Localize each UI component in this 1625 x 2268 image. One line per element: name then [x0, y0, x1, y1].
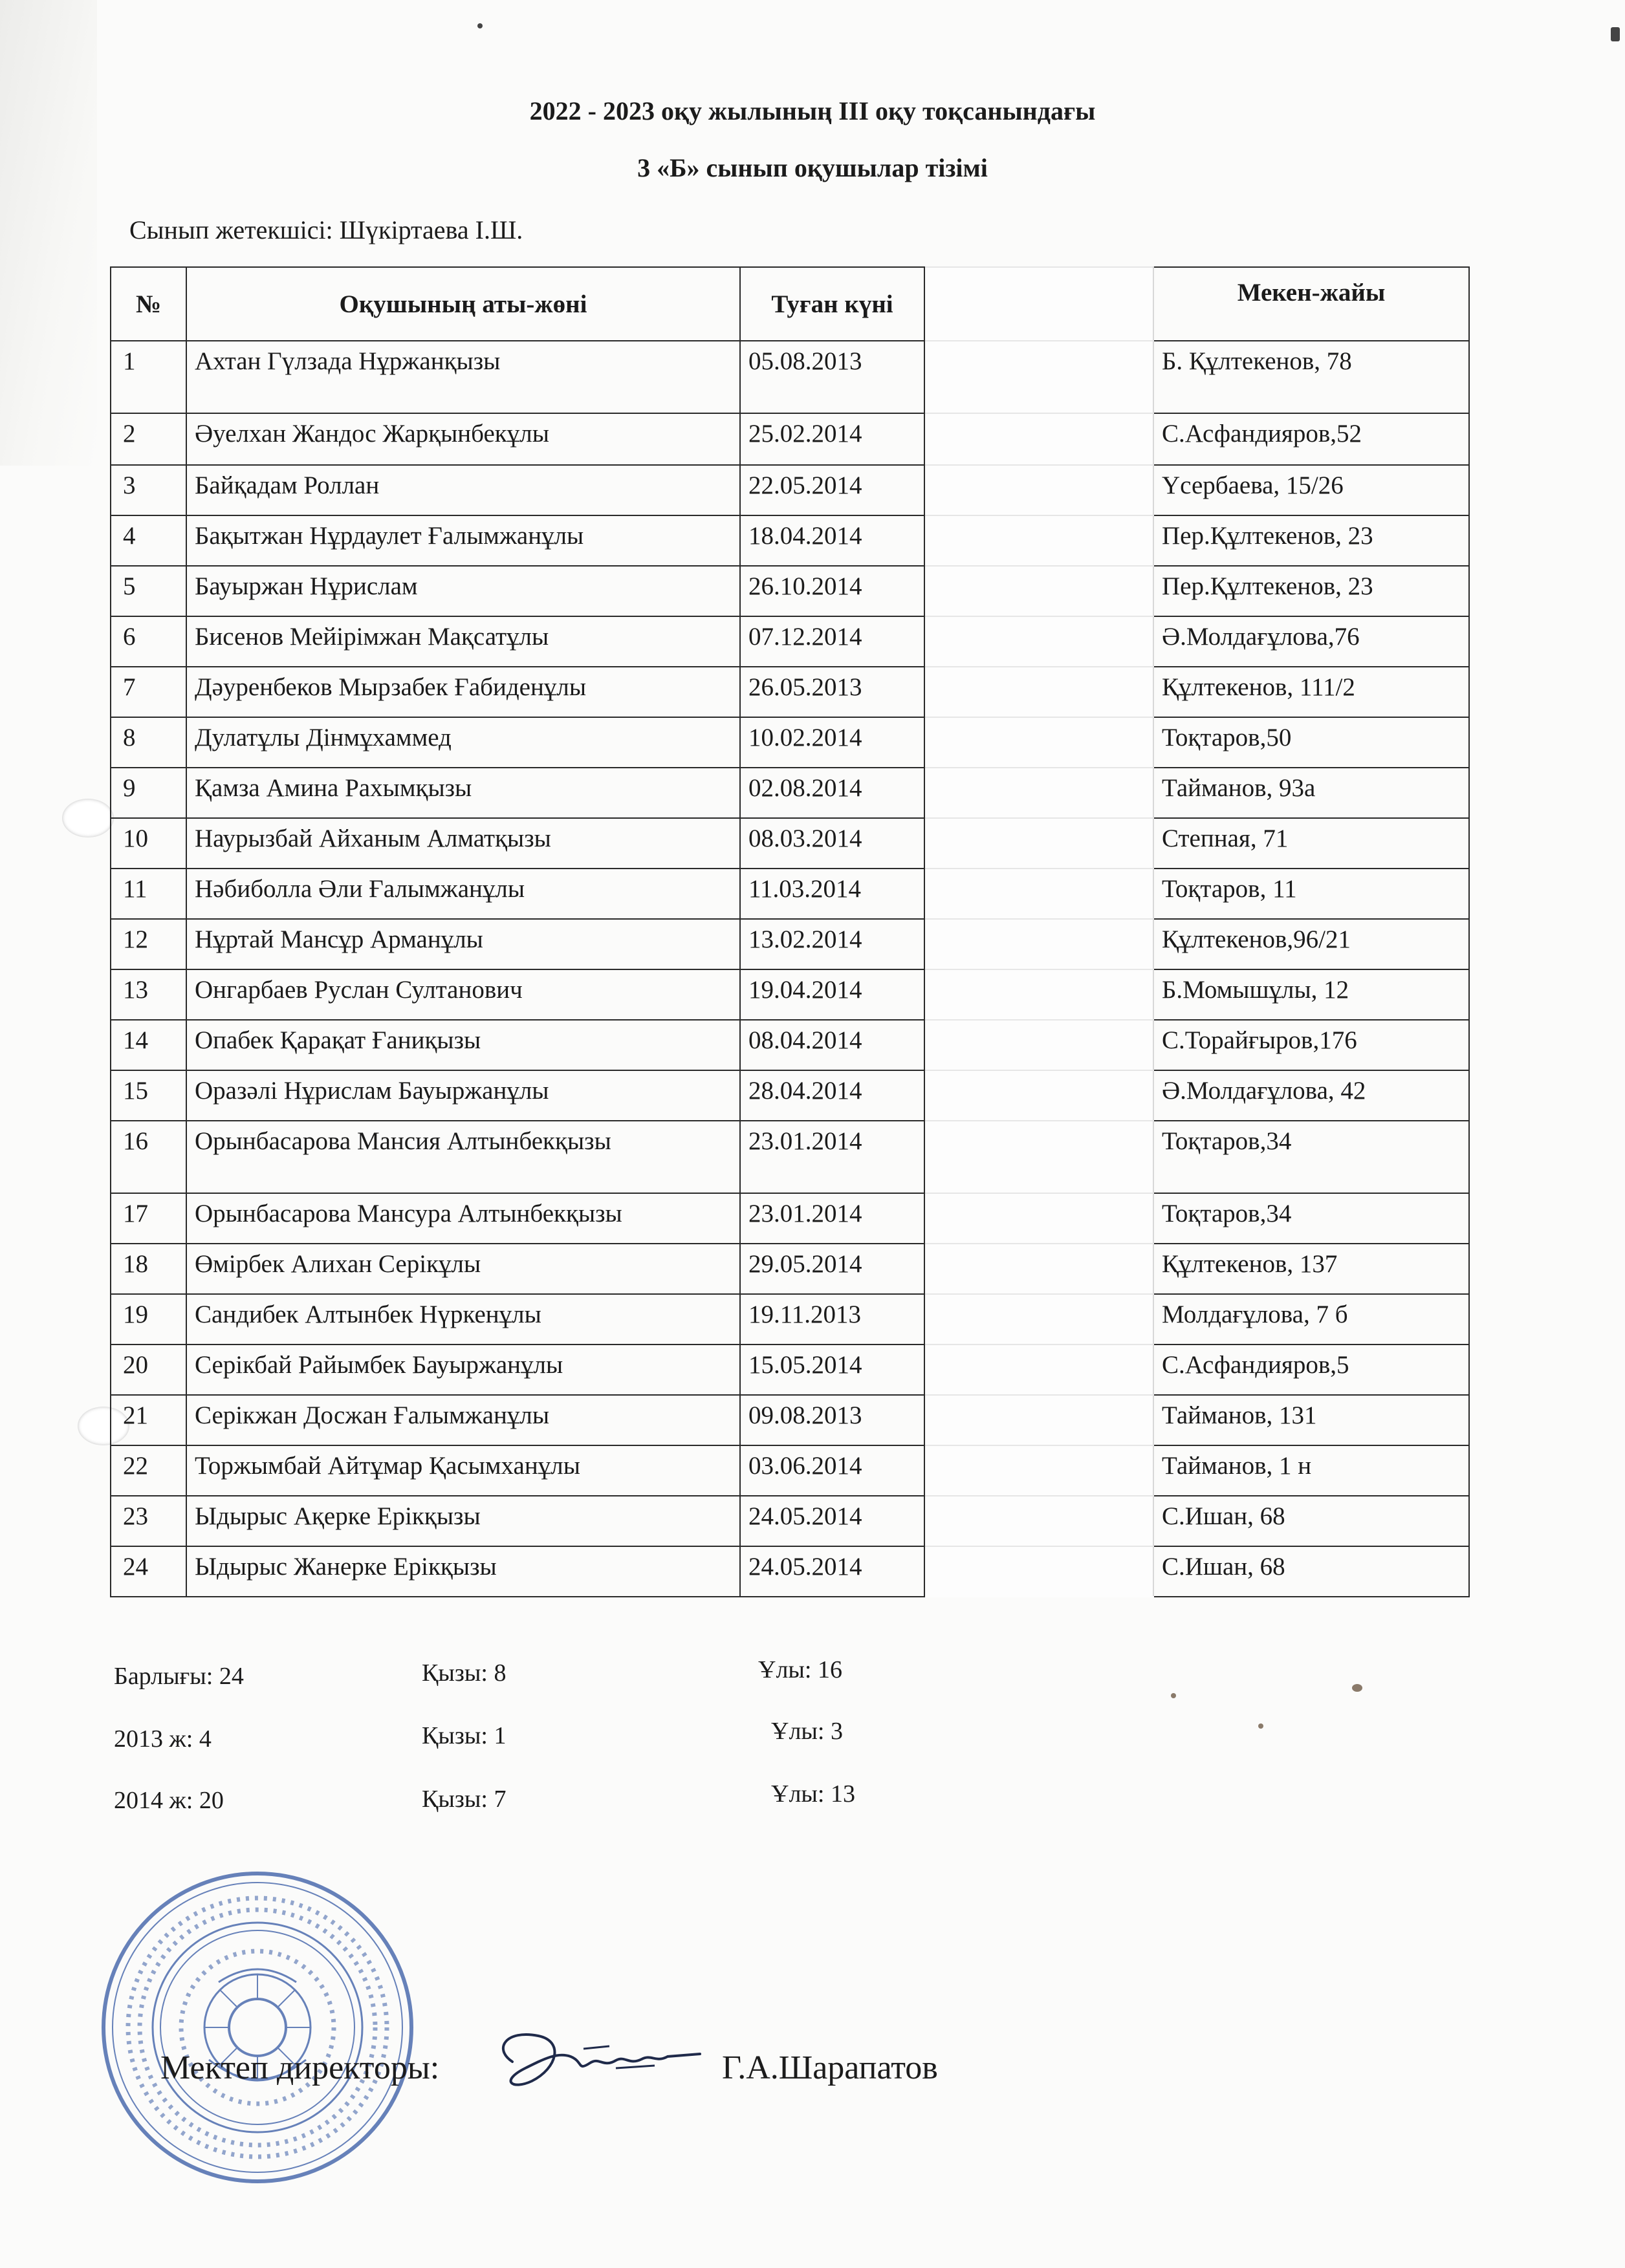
redacted-cell — [924, 667, 1153, 717]
student-address: С.Ишан, 68 — [1153, 1496, 1469, 1546]
director-name: Г.А.Шарапатов — [722, 2049, 938, 2086]
student-address: Тоқтаров,50 — [1153, 717, 1469, 768]
paper-speck — [1611, 27, 1620, 41]
birth-date: 28.04.2014 — [740, 1070, 924, 1121]
official-seal-icon — [96, 1866, 419, 2189]
student-name: Ыдырыс Жанерке Ерікқызы — [186, 1546, 740, 1597]
row-number: 20 — [111, 1345, 186, 1395]
birth-date: 07.12.2014 — [740, 616, 924, 667]
table-row — [111, 1345, 1469, 1395]
class-teacher: Сынып жетекшісі: Шүкіртаева І.Ш. — [129, 215, 523, 244]
redacted-cell — [924, 1193, 1153, 1244]
table-row — [111, 818, 1469, 869]
birth-date: 19.04.2014 — [740, 969, 924, 1020]
table-row — [111, 1121, 1469, 1193]
birth-date: 05.08.2013 — [740, 341, 924, 413]
student-address: Степная, 71 — [1153, 818, 1469, 869]
row-number: 11 — [111, 869, 186, 919]
row-number: 14 — [111, 1020, 186, 1070]
paper-speck — [477, 23, 483, 28]
student-name: Оразәлі Нұрислам Бауыржанұлы — [186, 1070, 740, 1121]
student-address: Пер.Құлтекенов, 23 — [1153, 515, 1469, 566]
student-address: Б.Момышұлы, 12 — [1153, 969, 1469, 1020]
paper-speck — [1258, 1723, 1263, 1729]
row-number: 19 — [111, 1294, 186, 1345]
column-header-birth-date: Туған күні — [740, 267, 924, 341]
student-address: Тайманов, 131 — [1153, 1395, 1469, 1445]
student-name: Опабек Қарақат Ғаниқызы — [186, 1020, 740, 1070]
table-body — [111, 341, 1469, 1597]
birth-date: 23.01.2014 — [740, 1193, 924, 1244]
birth-date: 19.11.2013 — [740, 1294, 924, 1345]
student-name: Өмірбек Алихан Серікұлы — [186, 1244, 740, 1294]
summary-2014: 2014 ж: 20 — [114, 1787, 224, 1814]
student-address: Пер.Құлтекенов, 23 — [1153, 566, 1469, 616]
table-row — [111, 1244, 1469, 1294]
table-row — [111, 1496, 1469, 1546]
paper-fold-shadow — [0, 0, 97, 466]
row-number: 9 — [111, 768, 186, 818]
redacted-cell — [924, 1496, 1153, 1546]
student-name: Ыдырыс Ақерке Ерікқызы — [186, 1496, 740, 1546]
redacted-cell — [924, 1395, 1153, 1445]
student-address: Ә.Молдағұлова, 42 — [1153, 1070, 1469, 1121]
redacted-cell — [924, 919, 1153, 969]
student-address: С.Торайғыров,176 — [1153, 1020, 1469, 1070]
student-address: Б. Құлтекенов, 78 — [1153, 341, 1469, 413]
student-roster-table — [110, 266, 1470, 1597]
birth-date: 08.04.2014 — [740, 1020, 924, 1070]
birth-date: 25.02.2014 — [740, 413, 924, 465]
student-address: С.Асфандияров,5 — [1153, 1345, 1469, 1395]
birth-date: 09.08.2013 — [740, 1395, 924, 1445]
row-number: 17 — [111, 1193, 186, 1244]
paper-speck — [1171, 1693, 1176, 1698]
document-title: 2022 - 2023 оқу жылының ІІІ оқу тоқсанындағы — [529, 96, 1096, 125]
student-name: Дәуренбеков Мырзабек Ғабиденұлы — [186, 667, 740, 717]
table-row — [111, 1193, 1469, 1244]
student-address: Үсербаева, 15/26 — [1153, 465, 1469, 515]
summary-2013-boys: Ұлы: 3 — [771, 1718, 843, 1745]
director-label: Мектеп директоры: — [160, 2049, 440, 2086]
redacted-cell — [924, 566, 1153, 616]
column-header-name: Оқушының аты-жөні — [186, 267, 740, 341]
column-header-address: Мекен-жайы — [1153, 267, 1469, 341]
table-header-row — [111, 267, 1469, 341]
table-row — [111, 768, 1469, 818]
signature-icon — [486, 2023, 706, 2094]
redacted-cell — [924, 1121, 1153, 1193]
row-number: 18 — [111, 1244, 186, 1294]
row-number: 12 — [111, 919, 186, 969]
birth-date: 11.03.2014 — [740, 869, 924, 919]
table-row — [111, 1546, 1469, 1597]
birth-date: 26.05.2013 — [740, 667, 924, 717]
table-row — [111, 341, 1469, 413]
redacted-cell — [924, 1445, 1153, 1496]
table-row — [111, 566, 1469, 616]
birth-date: 29.05.2014 — [740, 1244, 924, 1294]
row-number: 22 — [111, 1445, 186, 1496]
birth-date: 03.06.2014 — [740, 1445, 924, 1496]
row-number: 7 — [111, 667, 186, 717]
summary-2013-girls: Қызы: 1 — [422, 1722, 507, 1749]
student-name: Нұртай Мансұр Арманұлы — [186, 919, 740, 969]
birth-date: 13.02.2014 — [740, 919, 924, 969]
student-address: С.Асфандияров,52 — [1153, 413, 1469, 465]
paper-speck — [1352, 1684, 1362, 1692]
student-address: Тоқтаров,34 — [1153, 1121, 1469, 1193]
student-name: Байқадам Роллан — [186, 465, 740, 515]
student-name: Нәбиболла Әли Ғалымжанұлы — [186, 869, 740, 919]
redacted-cell — [924, 1020, 1153, 1070]
student-name: Орынбасарова Мансия Алтынбекқызы — [186, 1121, 740, 1193]
table-row — [111, 1395, 1469, 1445]
table-row — [111, 515, 1469, 566]
row-number: 15 — [111, 1070, 186, 1121]
birth-date: 15.05.2014 — [740, 1345, 924, 1395]
redacted-cell — [924, 413, 1153, 465]
punch-hole — [62, 799, 114, 837]
column-header-number: № — [111, 267, 186, 341]
redacted-cell — [924, 1345, 1153, 1395]
summary-2014-girls: Қызы: 7 — [422, 1786, 507, 1813]
redacted-cell — [924, 869, 1153, 919]
summary-total-boys: Ұлы: 16 — [758, 1656, 842, 1683]
student-name: Ахтан Гүлзада Нұржанқызы — [186, 341, 740, 413]
student-address: Тайманов, 93а — [1153, 768, 1469, 818]
row-number: 10 — [111, 818, 186, 869]
row-number: 8 — [111, 717, 186, 768]
redacted-cell — [924, 465, 1153, 515]
row-number: 16 — [111, 1121, 186, 1193]
redacted-cell — [924, 1546, 1153, 1597]
birth-date: 23.01.2014 — [740, 1121, 924, 1193]
birth-date: 08.03.2014 — [740, 818, 924, 869]
student-address: Құлтекенов, 137 — [1153, 1244, 1469, 1294]
student-address: Құлтекенов,96/21 — [1153, 919, 1469, 969]
table-row — [111, 919, 1469, 969]
student-name: Бисенов Мейірімжан Мақсатұлы — [186, 616, 740, 667]
table-row — [111, 1294, 1469, 1345]
summary-2013: 2013 ж: 4 — [114, 1725, 212, 1753]
redacted-cell — [924, 616, 1153, 667]
birth-date: 26.10.2014 — [740, 566, 924, 616]
row-number: 13 — [111, 969, 186, 1020]
table-row — [111, 869, 1469, 919]
redacted-cell — [924, 969, 1153, 1020]
birth-date: 18.04.2014 — [740, 515, 924, 566]
student-address: Тоқтаров,34 — [1153, 1193, 1469, 1244]
column-header-redacted — [924, 267, 1153, 341]
student-name: Серікжан Досжан Ғалымжанұлы — [186, 1395, 740, 1445]
row-number: 6 — [111, 616, 186, 667]
student-name: Наурызбай Айханым Алматқызы — [186, 818, 740, 869]
redacted-cell — [924, 1070, 1153, 1121]
redacted-cell — [924, 768, 1153, 818]
student-name: Бақытжан Нұрдаулет Ғалымжанұлы — [186, 515, 740, 566]
table-row — [111, 1070, 1469, 1121]
student-name: Әуелхан Жандос Жарқынбекұлы — [186, 413, 740, 465]
birth-date: 02.08.2014 — [740, 768, 924, 818]
row-number: 24 — [111, 1546, 186, 1597]
table-row — [111, 717, 1469, 768]
student-address: С.Ишан, 68 — [1153, 1546, 1469, 1597]
row-number: 21 — [111, 1395, 186, 1445]
student-address: Ә.Молдағұлова,76 — [1153, 616, 1469, 667]
student-name: Серікбай Райымбек Бауыржанұлы — [186, 1345, 740, 1395]
birth-date: 10.02.2014 — [740, 717, 924, 768]
student-name: Сандибек Алтынбек Нүркенұлы — [186, 1294, 740, 1345]
birth-date: 22.05.2014 — [740, 465, 924, 515]
table-row — [111, 465, 1469, 515]
table-row — [111, 1445, 1469, 1496]
row-number: 4 — [111, 515, 186, 566]
birth-date: 24.05.2014 — [740, 1496, 924, 1546]
student-name: Қамза Амина Рахымқызы — [186, 768, 740, 818]
redacted-cell — [924, 717, 1153, 768]
student-name: Онгарбаев Руслан Султанович — [186, 969, 740, 1020]
row-number: 1 — [111, 341, 186, 413]
student-name: Торжымбай Айтұмар Қасымханұлы — [186, 1445, 740, 1496]
table-row — [111, 616, 1469, 667]
document-subtitle: 3 «Б» сынып оқушылар тізімі — [637, 153, 988, 182]
table-row — [111, 667, 1469, 717]
table-row — [111, 1020, 1469, 1070]
redacted-cell — [924, 341, 1153, 413]
row-number: 5 — [111, 566, 186, 616]
redacted-cell — [924, 1244, 1153, 1294]
student-name: Дулатұлы Дінмұхаммед — [186, 717, 740, 768]
row-number: 2 — [111, 413, 186, 465]
student-address: Тайманов, 1 н — [1153, 1445, 1469, 1496]
student-address: Молдағұлова, 7 б — [1153, 1294, 1469, 1345]
table-row — [111, 969, 1469, 1020]
student-address: Құлтекенов, 111/2 — [1153, 667, 1469, 717]
redacted-cell — [924, 818, 1153, 869]
summary-2014-boys: Ұлы: 13 — [771, 1780, 855, 1808]
table-row — [111, 413, 1469, 465]
redacted-cell — [924, 515, 1153, 566]
row-number: 23 — [111, 1496, 186, 1546]
summary-total-girls: Қызы: 8 — [422, 1659, 507, 1687]
student-address: Тоқтаров, 11 — [1153, 869, 1469, 919]
summary-total: Барлығы: 24 — [114, 1663, 244, 1690]
student-name: Бауыржан Нұрислам — [186, 566, 740, 616]
redacted-cell — [924, 1294, 1153, 1345]
student-name: Орынбасарова Мансура Алтынбекқызы — [186, 1193, 740, 1244]
birth-date: 24.05.2014 — [740, 1546, 924, 1597]
row-number: 3 — [111, 465, 186, 515]
